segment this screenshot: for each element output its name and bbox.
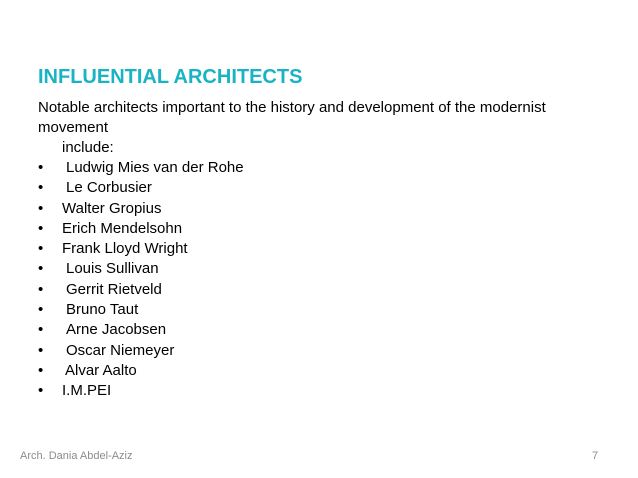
intro-line-1: Notable architects important to the history and development of the modernist movement <box>38 99 546 136</box>
intro-paragraph <box>38 98 608 158</box>
bullet-icon: • <box>38 301 44 319</box>
bullet-icon: • <box>38 382 44 400</box>
list-item-label: Alvar Aalto <box>65 361 137 379</box>
list-item-label: Arne Jacobsen <box>66 321 167 339</box>
list-item-label: Louis Sullivan <box>66 260 159 278</box>
intro-line-2: include: <box>62 139 114 156</box>
bullet-icon: • <box>38 179 44 197</box>
list-item-label: Le Corbusier <box>66 179 152 197</box>
list-item-label: Frank Lloyd Wright <box>62 240 188 258</box>
list-item-label: Bruno Taut <box>66 301 139 319</box>
page-number: 7 <box>592 450 599 462</box>
slide-title: INFLUENTIAL ARCHITECTS <box>38 66 303 88</box>
list-item-label: Oscar Niemeyer <box>66 341 175 359</box>
bullet-icon: • <box>38 240 44 258</box>
list-item-label: Gerrit Rietveld <box>66 280 162 298</box>
bullet-icon: • <box>38 341 44 359</box>
bullet-icon: • <box>38 280 44 298</box>
list-item-label: I.M.PEI <box>62 382 112 400</box>
list-item-label: Erich Mendelsohn <box>62 219 183 237</box>
bullet-icon: • <box>38 260 44 278</box>
bullet-icon: • <box>38 199 44 217</box>
list-item-label: Walter Gropius <box>62 199 162 217</box>
bullet-icon: • <box>38 361 44 379</box>
footer-author: Arch. Dania Abdel-Aziz <box>20 450 133 462</box>
list-item-label: Ludwig Mies van der Rohe <box>66 159 244 176</box>
bullet-icon: • <box>38 321 44 339</box>
bullet-icon: • <box>38 219 44 237</box>
bullet-icon: • <box>38 159 44 176</box>
